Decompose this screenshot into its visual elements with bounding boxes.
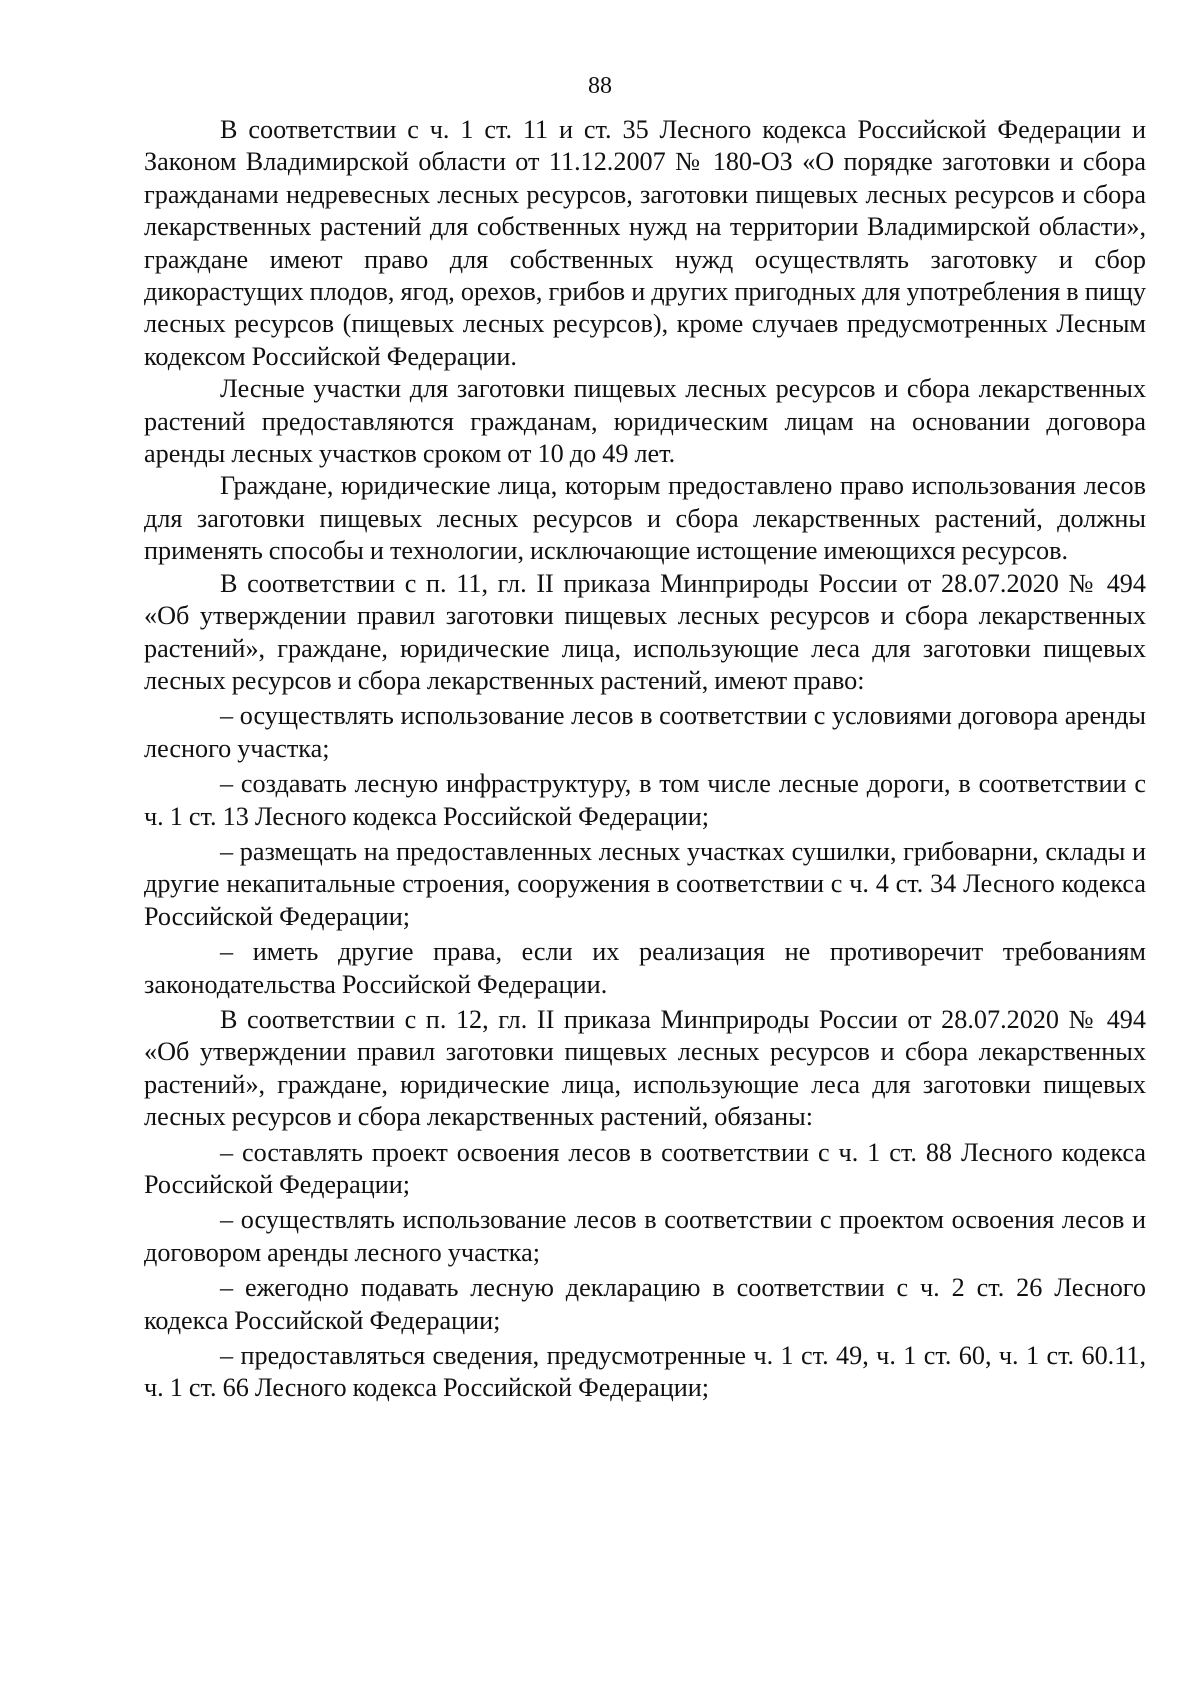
paragraph-legal-basis: В соответствии с ч. 1 ст. 11 и ст. 35 Лесного кодекса Российской Федерации и Законом Владимирской области от 11.12.2007 № 180-ОЗ «О порядке заготовки и сбора гражданами недревесных лесных ресурсов, заготовки пищевых лесных ресурсов и сбора лекарственных растений для собственных нужд на территории Владимирской области», граждане имеют право для собственных нужд осуществлять заготовку и сбор дикорастущих плодов, ягод, орехов, грибов и других пригодных для употребления в пищу лесных ресурсов (пищевых лесных ресурсов), кроме случаев предусмотренных Лесным кодексом Российской Федерации.	[144, 115, 1146, 371]
list-item-right: – осуществлять использование лесов в соответствии с условиями договора аренды лесного участка;	[144, 701, 1146, 763]
page-number: 88	[588, 73, 612, 99]
document-body	[144, 114, 1146, 1408]
list-item-right: – иметь другие права, если их реализация не противоречит требованиям законодательства Российской Федерации.	[144, 937, 1146, 999]
list-item-duty: – ежегодно подавать лесную декларацию в соответствии с ч. 2 ст. 26 Лесного кодекса Российской Федерации;	[144, 1273, 1146, 1335]
list-item-right: – создавать лесную инфраструктуру, в том числе лесные дороги, в соответствии с ч. 1 ст. 13 Лесного кодекса Российской Федерации;	[144, 769, 1146, 831]
paragraph-rights-intro: В соответствии с п. 11, гл. II приказа Минприроды России от 28.07.2020 № 494 «Об утверждении правил заготовки пищевых лесных ресурсов и сбора лекарственных растений», граждане, юридические лица, использующие леса для заготовки пищевых лесных ресурсов и сбора лекарственных растений, имеют право:	[144, 568, 1146, 695]
list-item-duty: – составлять проект освоения лесов в соответствии с ч. 1 ст. 88 Лесного кодекса Российской Федерации;	[144, 1137, 1146, 1199]
list-item-right: – размещать на предоставленных лесных участках сушилки, грибоварни, склады и другие некапитальные строения, сооружения в соответствии с ч. 4 ст. 34 Лесного кодекса Российской Федерации;	[144, 836, 1146, 931]
paragraph-technologies: Граждане, юридические лица, которым предоставлено право использования лесов для заготовки пищевых лесных ресурсов и сбора лекарственных растений, должны применять способы и технологии, исключающие истощение имеющихся ресурсов.	[144, 471, 1146, 566]
paragraph-duties-intro: В соответствии с п. 12, гл. II приказа Минприроды России от 28.07.2020 № 494 «Об утверждении правил заготовки пищевых лесных ресурсов и сбора лекарственных растений», граждане, юридические лица, использующие леса для заготовки пищевых лесных ресурсов и сбора лекарственных растений, обязаны:	[144, 1004, 1146, 1132]
list-item-duty: – осуществлять использование лесов в соответствии с проектом освоения лесов и договором аренды лесного участка;	[144, 1205, 1146, 1267]
list-item-duty: – предоставляться сведения, предусмотренные ч. 1 ст. 49, ч. 1 ст. 60, ч. 1 ст. 60.11, ч. 1 ст. 66 Лесного кодекса Российской Федерации;	[144, 1341, 1146, 1403]
paragraph-lease-terms: Лесные участки для заготовки пищевых лесных ресурсов и сбора лекарственных растений предоставляются гражданам, юридическим лицам на основании договора аренды лесных участков сроком от 10 до 49 лет.	[144, 374, 1146, 469]
